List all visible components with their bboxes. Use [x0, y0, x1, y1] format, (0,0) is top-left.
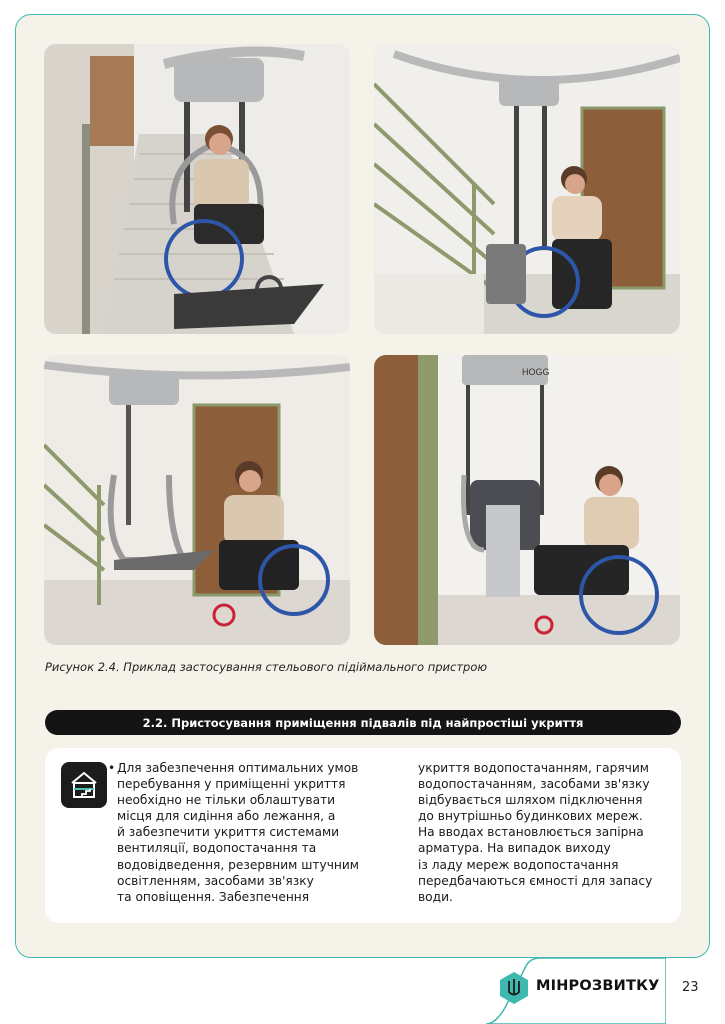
text-line: й забезпечити укриття системами [117, 825, 340, 840]
text-line: укриття водопостачанням, гарячим [418, 761, 649, 775]
photo-lift-landing [374, 44, 680, 334]
text-line: водопостачанням, засобами зв'язку [418, 777, 650, 792]
text-line: із ладу мереж водопостачання [418, 857, 619, 872]
text-line: перебування у приміщенні укриття [117, 777, 346, 792]
page-number: 23 [682, 980, 699, 995]
text-line: передбачаються ємності для запасу [418, 873, 653, 888]
text-line: води. [418, 889, 453, 904]
text-line: необхідно не тільки облаштувати [117, 793, 336, 808]
text-line: до внутрішньо будинкових мереж. [418, 809, 643, 824]
photo-lift-docked [374, 355, 680, 645]
text-line: та оповіщення. Забезпечення [117, 889, 310, 904]
text-line: вентиляції, водопостачання та [117, 841, 317, 856]
text-line: Для забезпечення оптимальних умов [117, 761, 359, 775]
figure-caption: Рисунок 2.4. Приклад застосування стельового підіймального пристрою [45, 660, 488, 674]
text-line: На вводах встановлюється запірна [418, 825, 644, 840]
photo-lift-remote [44, 355, 350, 645]
house-stairs-icon [61, 762, 107, 808]
brand-name: МІНРОЗВИТКУ [536, 978, 660, 994]
text-line: водовідведення, резервним штучним [117, 857, 359, 872]
text-line: місця для сидіння або лежання, а [117, 809, 336, 824]
photo-stair-lift [44, 44, 350, 334]
text-line: відбувається шляхом підключення [418, 793, 643, 808]
info-card [45, 748, 681, 923]
trident-logo-icon [500, 972, 528, 1004]
card-text-left [108, 760, 387, 905]
card-text-right [418, 760, 668, 905]
bullet: • [108, 761, 116, 775]
text-line: освітленням, засобами зв'язку [117, 873, 314, 888]
text-line: арматура. На випадок виходу [418, 841, 611, 856]
hogg-label: HOGG [522, 367, 550, 377]
section-title: 2.2. Пристосування приміщення підвалів під найпростіші укриття [45, 710, 681, 735]
